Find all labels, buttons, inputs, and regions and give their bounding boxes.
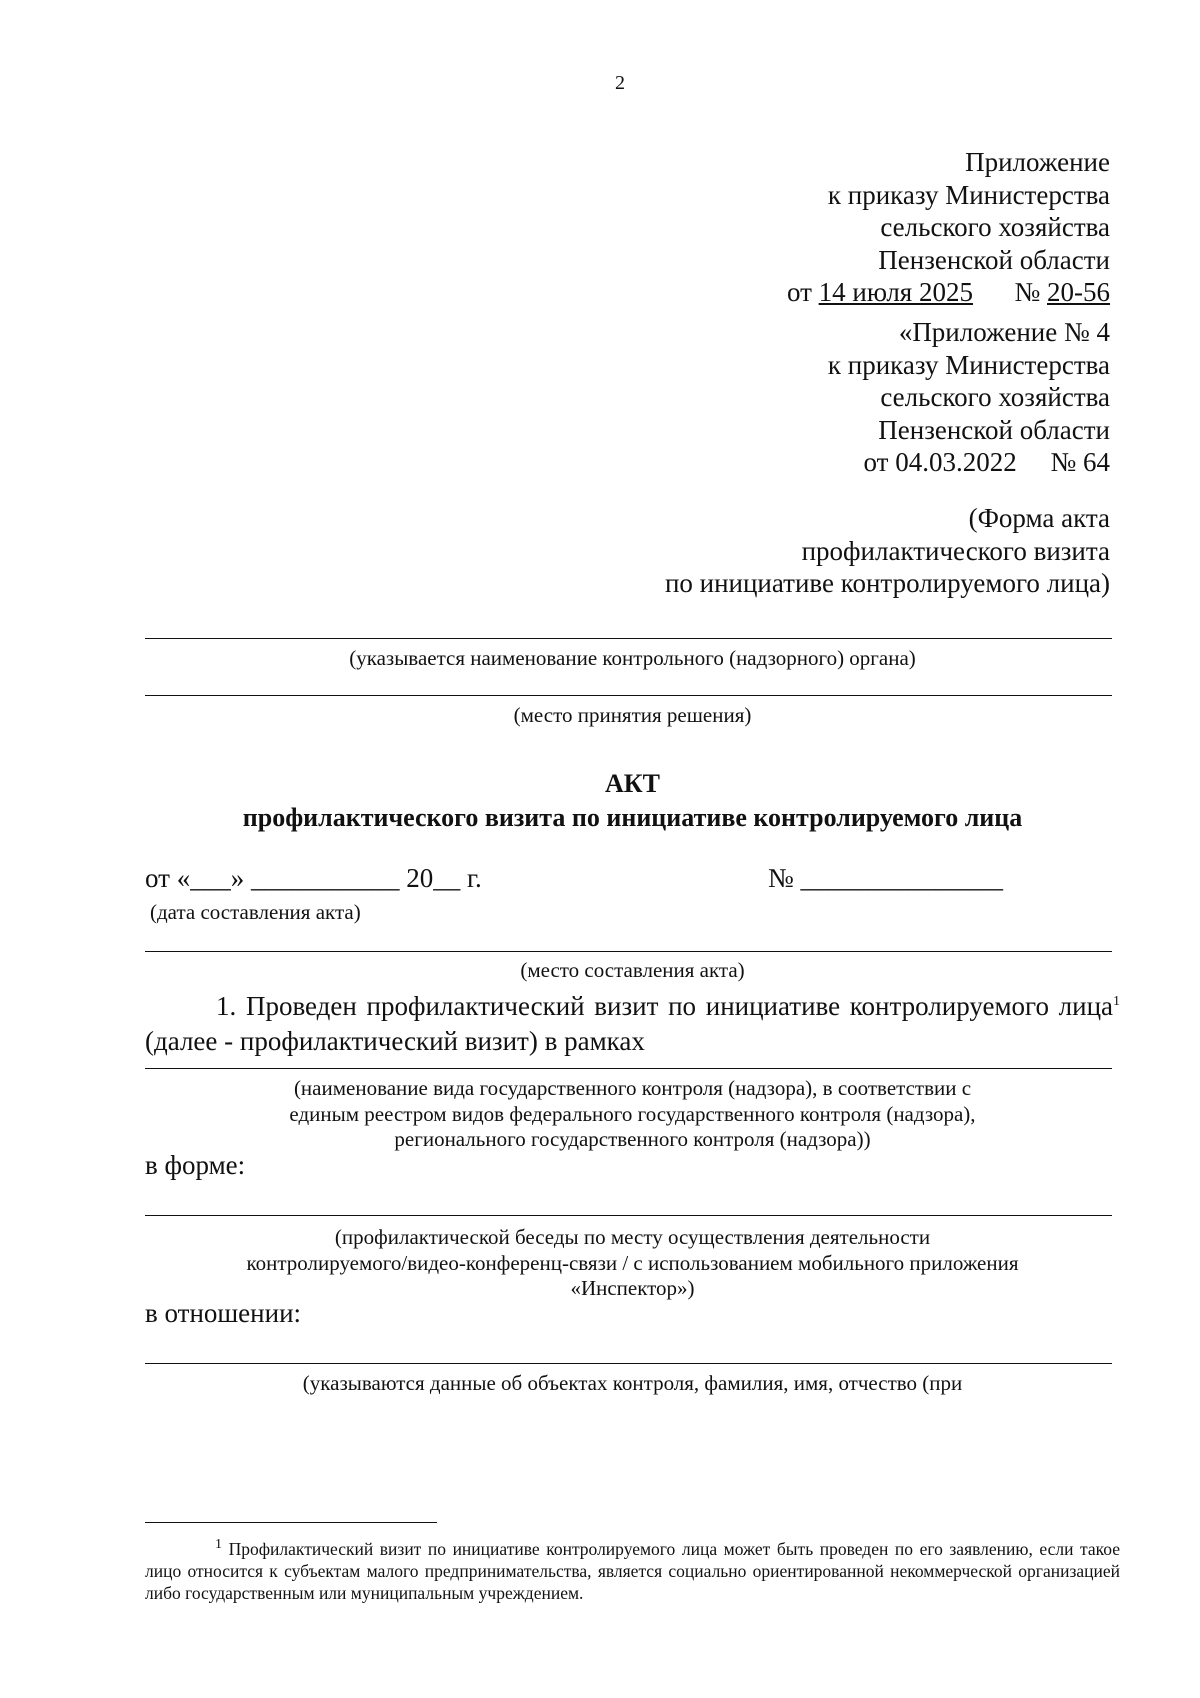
appendix-line: сельского хозяйства xyxy=(880,212,1110,242)
footnote-reference[interactable]: 1 xyxy=(1113,994,1120,1009)
caption-line: (профилактической беседы по месту осуществления деятельности xyxy=(334,1225,931,1249)
footnote-separator xyxy=(145,1522,437,1523)
form-note-line: профилактического визита xyxy=(801,535,1110,566)
decision-place-field-line[interactable] xyxy=(145,695,1112,696)
caption-line: контролируемого/видео-конференц-связи / с использованием мобильного приложения xyxy=(246,1250,1019,1275)
item-1-text: 1. Проведен профилактический визит по инициативе контролируемого лица xyxy=(216,991,1113,1021)
appendix-line: «Приложение № 4 xyxy=(898,317,1110,347)
appendix-line: к приказу Министерства xyxy=(827,179,1110,210)
act-place-caption: (место составления акта) xyxy=(520,958,745,982)
subjects-caption: (указываются данные об объектах контроля, фамилия, имя, отчество (при xyxy=(302,1371,963,1395)
item-1-paragraph xyxy=(145,984,1120,1059)
item-1-text-continued: (далее - профилактический визит) в рамках xyxy=(145,1026,645,1056)
subjects-field-line[interactable] xyxy=(145,1363,1112,1364)
appendix-line: Пензенской области xyxy=(878,414,1110,445)
caption-line: «Инспектор») xyxy=(570,1276,695,1300)
decision-place-caption: (место принятия решения) xyxy=(513,703,752,727)
page-number: 2 xyxy=(615,72,625,94)
order-date: 14 июля 2025 xyxy=(818,277,973,307)
appendix-line: Пензенской области xyxy=(878,244,1110,275)
act-date-field[interactable]: от «___» ___________ 20__ г. xyxy=(145,863,482,893)
order-number: 20-56 xyxy=(1047,277,1110,307)
act-date-caption: (дата составления акта) xyxy=(150,900,361,924)
appendix-line: Приложение xyxy=(965,147,1110,177)
form-note xyxy=(665,502,1110,600)
in-respect-label: в отношении: xyxy=(145,1298,302,1328)
appendix-line: к приказу Министерства xyxy=(827,349,1110,380)
act-subtitle: профилактического визита по инициативе контролируемого лица xyxy=(242,803,1023,832)
appendix-date-line xyxy=(787,276,1110,309)
appendix-line: от 04.03.2022 № 64 xyxy=(863,447,1110,477)
caption-line: регионального государственного контроля (надзора)) xyxy=(394,1127,871,1151)
appendix-line: сельского хозяйства xyxy=(880,382,1110,412)
control-type-field-line[interactable] xyxy=(145,1068,1112,1069)
form-field-line[interactable] xyxy=(145,1215,1112,1216)
appendix-header xyxy=(787,146,1110,309)
authority-field-line[interactable] xyxy=(145,638,1112,639)
number-prefix: № xyxy=(1014,277,1041,307)
date-prefix: от xyxy=(786,277,812,307)
act-title: АКТ xyxy=(605,769,660,798)
act-number-field[interactable]: № _______________ xyxy=(768,863,1004,893)
caption-line: (наименование вида государственного контроля (надзора), в соответствии с xyxy=(293,1076,972,1100)
footnote-mark: 1 xyxy=(215,1537,222,1552)
footnote xyxy=(145,1534,1120,1604)
form-note-line: (Форма акта xyxy=(968,503,1110,533)
form-note-line: по инициативе контролируемого лица) xyxy=(664,568,1110,598)
footnote-text: Профилактический визит по инициативе контролируемого лица может быть проведен по его заявлению, если такое лицо относится к субъектам малого предпринимательства, является социально ориентированной некоммерческой организацией либо государственным или муниципальным учреждением. xyxy=(145,1538,1121,1603)
act-place-field-line[interactable] xyxy=(145,951,1112,952)
caption-line: единым реестром видов федерального государственного контроля (надзора), xyxy=(289,1101,976,1126)
in-form-label: в форме: xyxy=(145,1150,246,1180)
authority-caption: (указывается наименование контрольного (надзорного) органа) xyxy=(349,646,916,670)
appendix4-header xyxy=(828,316,1110,479)
form-caption xyxy=(145,1225,1120,1302)
control-type-caption xyxy=(145,1076,1120,1153)
